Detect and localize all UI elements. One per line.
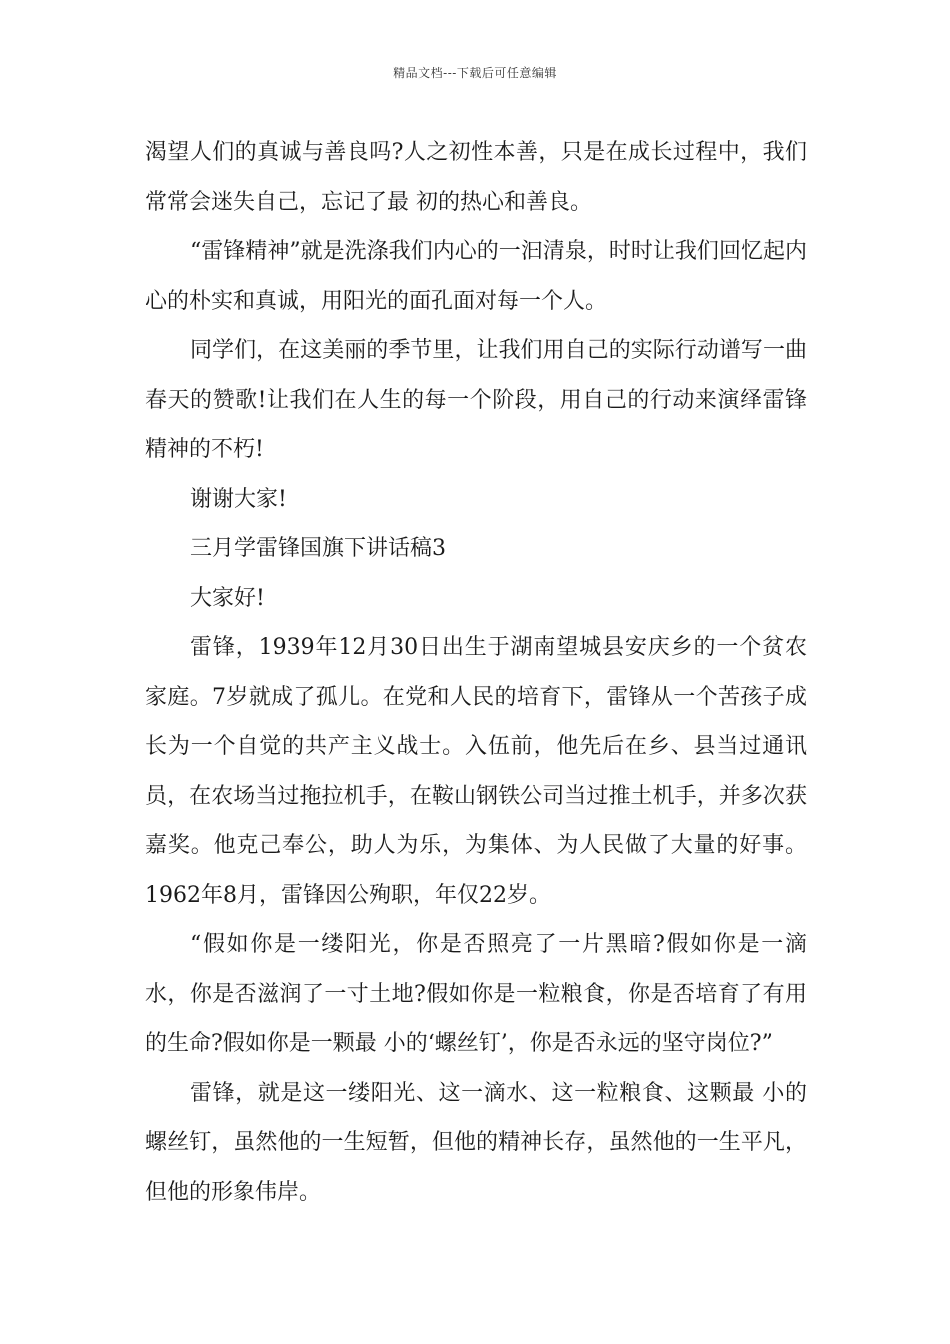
greeting: 大家好! [190, 585, 265, 611]
paragraph: 渴望人们的真诚与善良吗?人之初性本善，只是在成长过程中，我们常常会迷失自己，忘记了最 初的热心和善良。 [145, 140, 807, 215]
section-title: 三月学雷锋国旗下讲话稿3 [190, 536, 446, 561]
paragraph: 谢谢大家! [190, 486, 287, 512]
paragraph: 雷锋，1939年12月30日出生于湖南望城县安庆乡的一个贫农家庭。7岁就成了孤儿。在党和人民的培育下，雷锋从一个苦孩子成长为一个自觉的共产主义战士。入伍前，他先后在乡、县当过通讯员，在农场当过拖拉机手，在鞍山钢铁公司当过推土机手，并多次获嘉奖。他克己奉公，助人为乐，为集体、为人民做了大量的好事。1962年8月，雷锋因公殉职，年仅22岁。 [145, 635, 807, 908]
paragraph: “雷锋精神”就是洗涤我们内心的一汩清泉，时时让我们回忆起内心的朴实和真诚，用阳光的面孔面对每一个人。 [145, 239, 807, 314]
page-header: 精品文档---下载后可任意编辑 [393, 66, 557, 80]
paragraph: 雷锋，就是这一缕阳光、这一滴水、这一粒粮食、这颗最 小的螺丝钉，虽然他的一生短暂，但他的精神长存，虽然他的一生平凡，但他的形象伟岸。 [145, 1080, 807, 1205]
paragraph: 同学们，在这美丽的季节里，让我们用自己的实际行动谱写一曲春天的赞歌!让我们在人生的每一个阶段，用自己的行动来演绎雷锋精神的不朽! [145, 338, 807, 462]
paragraph: “假如你是一缕阳光，你是否照亮了一片黑暗?假如你是一滴水，你是否滋润了一寸土地?假如你是一粒粮食，你是否培育了有用的生命?假如你是一颗最 小的‘螺丝钉’，你是否永远的坚守岗位?” [145, 932, 807, 1056]
document-body [145, 128, 807, 1217]
